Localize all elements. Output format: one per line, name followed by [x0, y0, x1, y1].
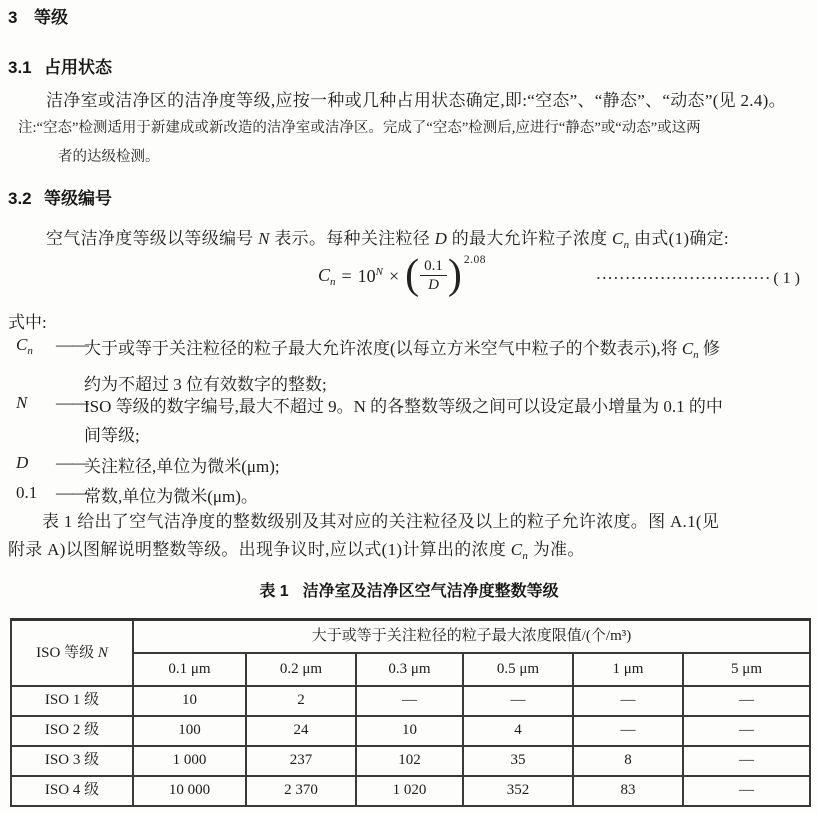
fraction: $\frac{0.1}{D}$: [420, 258, 447, 294]
concentration-cell: —: [573, 716, 683, 746]
where-label: 式中:: [8, 313, 47, 332]
concentration-cell: —: [683, 776, 810, 806]
concentration-cell: 102: [356, 746, 463, 776]
concentration-cell: —: [356, 686, 463, 716]
definition-row-Cn: [8, 334, 810, 399]
equation-number: ( 1 ): [773, 270, 800, 287]
right-paren: ): [447, 252, 462, 298]
particle-size-header: 0.5 μm: [463, 653, 573, 686]
definition-row-D: [8, 452, 810, 481]
concentration-cell: 83: [573, 776, 683, 806]
concentration-cell: 10: [356, 716, 463, 746]
iso-class-cell: ISO 1 级: [11, 686, 133, 716]
definition-desc: ISO 等级的数字编号,最大不超过 9。N 的各整数等级之间可以设定最小增量为 0.1 的中 间等级;: [84, 397, 723, 445]
table-row: [11, 686, 810, 716]
table-title-text: 洁净室及洁净区空气洁净度整数等级: [302, 583, 559, 600]
section-number: 3.2: [8, 189, 32, 208]
formula-base: $10^N$: [357, 265, 384, 286]
particle-size-header: 5 μm: [683, 653, 810, 686]
concentration-cell: 4: [463, 716, 573, 746]
formula-lhs: $C_n$: [318, 264, 336, 288]
table-row: [11, 716, 810, 746]
definition-row-N: [8, 392, 810, 450]
definition-dash: ——: [56, 393, 88, 412]
concentration-cell: 2 370: [246, 776, 356, 806]
section-title: 占用状态: [44, 58, 112, 77]
variable-Cn: $C_n$: [510, 540, 529, 562]
para-class-designation: 空气洁净度等级以等级编号 N 表示。每种关注粒径 D 的最大允许粒子浓度 $C_n$ 由式(1)确定:: [46, 229, 729, 251]
definition-term: N: [16, 393, 28, 412]
concentration-cell: —: [683, 746, 810, 776]
concentration-cell: 24: [246, 716, 356, 746]
section-number: 3: [8, 8, 18, 27]
para-occupancy-state: 洁净室或洁净区的洁净度等级,应按一种或几种占用状态确定,即:“空态”、“静态”、“动态”(见 2.4)。: [46, 91, 786, 110]
table-title: [0, 581, 818, 603]
para-table-intro: 表 1 给出了空气洁净度的整数级别及其对应的关注粒径及以上的粒子允许浓度。图 A.1(见 附录 A)以图解说明整数等级。出现争议时,应以式(1)计算出的浓度 $C_n$ 为准。: [8, 512, 720, 562]
concentration-limit-header: 大于或等于关注粒径的粒子最大浓度限值/(个/m³): [133, 620, 810, 653]
formula-expression: [318, 252, 487, 298]
definition-row-0-1: [8, 482, 810, 511]
concentration-cell: 352: [463, 776, 573, 806]
concentration-cell: 35: [463, 746, 573, 776]
concentration-cell: —: [683, 686, 810, 716]
concentration-cell: 8: [573, 746, 683, 776]
particle-size-header: 0.2 μm: [246, 653, 356, 686]
table-header-row: [11, 620, 810, 653]
concentration-cell: 10 000: [133, 776, 246, 806]
concentration-cell: —: [573, 686, 683, 716]
note-label: 注:: [18, 120, 37, 136]
iso-class-cell: ISO 3 级: [11, 746, 133, 776]
section-heading-3-1: [8, 57, 112, 80]
iso-class-cell: ISO 4 级: [11, 776, 133, 806]
variable-N: N: [258, 229, 270, 248]
equation-number-group: [596, 268, 800, 290]
concentration-cell: 10: [133, 686, 246, 716]
definition-desc: 大于或等于关注粒径的粒子最大允许浓度(以每立方米空气中粒子的个数表示),将 $C_n$ 修 约为不超过 3 位有效数字的整数;: [84, 339, 720, 394]
note-line-2: 者的达级检测。: [58, 148, 160, 165]
particle-size-header: 0.1 μm: [133, 653, 246, 686]
concentration-cell: 100: [133, 716, 246, 746]
times-sign: ×: [389, 265, 400, 286]
definition-dash: ——: [56, 483, 88, 502]
table-row: [11, 746, 810, 776]
note-line-1: 注:“空态”检测适用于新建成或新改造的洁净室或洁净区。完成了“空态”检测后,应进行“静态”或“动态”或这两: [18, 120, 701, 136]
definition-dash: ——: [56, 453, 88, 472]
concentration-cell: —: [463, 686, 573, 716]
section-heading-3-2: [8, 188, 112, 211]
section-title: 等级编号: [44, 189, 112, 208]
section-title: 等级: [34, 8, 68, 27]
section-heading-3: [8, 7, 68, 30]
equals-sign: =: [341, 265, 352, 286]
note-block: [18, 119, 701, 167]
concentration-cell: 1 020: [356, 776, 463, 806]
table-row: [11, 776, 810, 806]
left-paren: (: [405, 252, 420, 298]
concentration-cell: 2: [246, 686, 356, 716]
concentration-cell: 237: [246, 746, 356, 776]
formula-exponent: 2.08: [463, 254, 487, 267]
particle-size-header: 1 μm: [573, 653, 683, 686]
definition-dash: ——: [56, 335, 88, 354]
cleanliness-class-table: [10, 618, 811, 807]
definition-term: 0.1: [16, 483, 38, 502]
definition-desc: 关注粒径,单位为微米(μm);: [84, 457, 280, 476]
concentration-cell: 1 000: [133, 746, 246, 776]
formula-block: [0, 250, 818, 306]
concentration-cell: —: [683, 716, 810, 746]
variable-D: D: [434, 229, 448, 248]
section-number: 3.1: [8, 58, 32, 77]
definition-desc: 常数,单位为微米(μm)。: [84, 487, 258, 506]
variable-Cn: $C_n$: [612, 229, 630, 251]
definition-term: D: [16, 453, 29, 472]
particle-size-header: 0.3 μm: [356, 653, 463, 686]
table-body: [11, 686, 810, 806]
iso-class-cell: ISO 2 级: [11, 716, 133, 746]
definition-term: $C_n$: [16, 335, 33, 357]
dots-leader: ······························: [596, 270, 772, 285]
iso-class-header: ISO 等级 N: [11, 620, 133, 686]
table-number: 表 1: [259, 583, 289, 600]
